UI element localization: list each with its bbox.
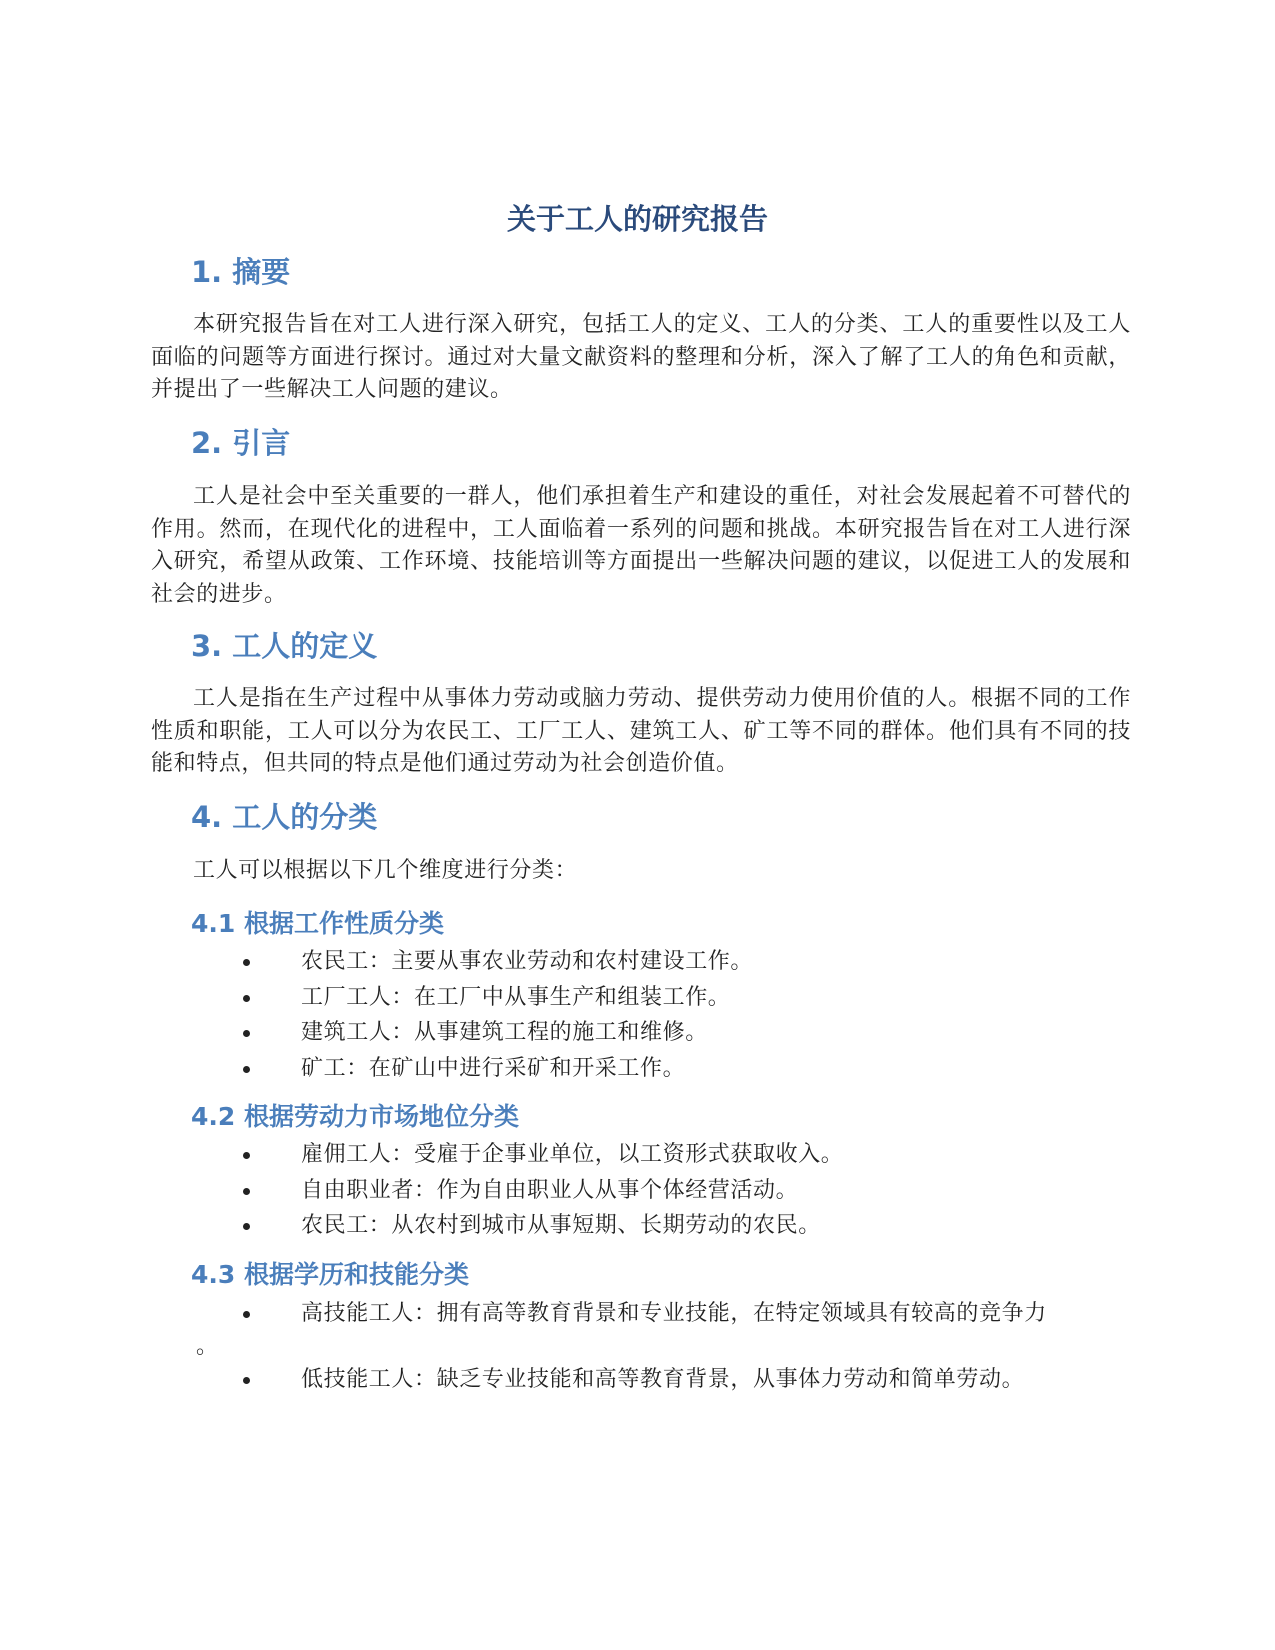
bullet-icon <box>243 1223 250 1230</box>
list-item: 建筑工人：从事建筑工程的施工和维修。 <box>0 1015 1275 1051</box>
list-item: 矿工：在矿山中进行采矿和开采工作。 <box>0 1051 1275 1087</box>
section-heading-classification: 4. 工人的分类 <box>191 800 378 834</box>
bullet-icon <box>243 1066 250 1073</box>
list-item: 雇佣工人：受雇于企事业单位，以工资形式获取收入。 <box>0 1137 1275 1173</box>
list-item: 农民工：主要从事农业劳动和农村建设工作。 <box>0 944 1275 980</box>
subsection-heading-market-position: 4.2 根据劳动力市场地位分类 <box>191 1102 519 1131</box>
bullet-icon <box>243 1377 250 1384</box>
section-lead-classification: 工人可以根据以下几个维度进行分类： <box>193 858 578 883</box>
section-heading-abstract: 1. 摘要 <box>191 255 291 289</box>
bullet-icon <box>243 1030 250 1037</box>
list-work-nature <box>0 944 1275 1086</box>
list-item: 农民工：从农村到城市从事短期、长期劳动的农民。 <box>0 1208 1275 1244</box>
list-market-position <box>0 1137 1275 1244</box>
section-paragraph-introduction: 工人是社会中至关重要的一群人，他们承担着生产和建设的重任，对社会发展起着不可替代的作用。然而，在现代化的进程中，工人面临着一系列的问题和挑战。本研究报告旨在对工人进行深入研究，希望从政策、工作环境、技能培训等方面提出一些解决问题的建议，以促进工人的发展和社会的进步。 <box>151 484 1131 607</box>
document-title: 关于工人的研究报告 <box>506 202 768 236</box>
section-heading-definition: 3. 工人的定义 <box>191 629 378 663</box>
section-paragraph-definition: 工人是指在生产过程中从事体力劳动或脑力劳动、提供劳动力使用价值的人。根据不同的工作性质和职能，工人可以分为农民工、工厂工人、建筑工人、矿工等不同的群体。他们具有不同的技能和特点，但共同的特点是他们通过劳动为社会创造价值。 <box>151 686 1131 776</box>
subsection-heading-education-skills: 4.3 根据学历和技能分类 <box>191 1260 469 1289</box>
list-item: 低技能工人：缺乏专业技能和高等教育背景，从事体力劳动和简单劳动。 <box>0 1362 1275 1398</box>
bullet-icon <box>243 995 250 1002</box>
bullet-icon <box>243 1311 250 1318</box>
section-heading-introduction: 2. 引言 <box>191 426 291 460</box>
list-item: 自由职业者：作为自由职业人从事个体经营活动。 <box>0 1173 1275 1209</box>
list-item: 高技能工人：拥有高等教育背景和专业技能，在特定领域具有较高的竞争力 。 <box>196 1301 1047 1359</box>
section-paragraph-abstract: 本研究报告旨在对工人进行深入研究，包括工人的定义、工人的分类、工人的重要性以及工人面临的问题等方面进行探讨。通过对大量文献资料的整理和分析，深入了解了工人的角色和贡献，并提出了一些解决工人问题的建议。 <box>151 312 1131 402</box>
bullet-icon <box>243 1152 250 1159</box>
bullet-icon <box>243 959 250 966</box>
subsection-heading-work-nature: 4.1 根据工作性质分类 <box>191 909 444 938</box>
bullet-icon <box>243 1188 250 1195</box>
list-item: 工厂工人：在工厂中从事生产和组装工作。 <box>0 980 1275 1016</box>
